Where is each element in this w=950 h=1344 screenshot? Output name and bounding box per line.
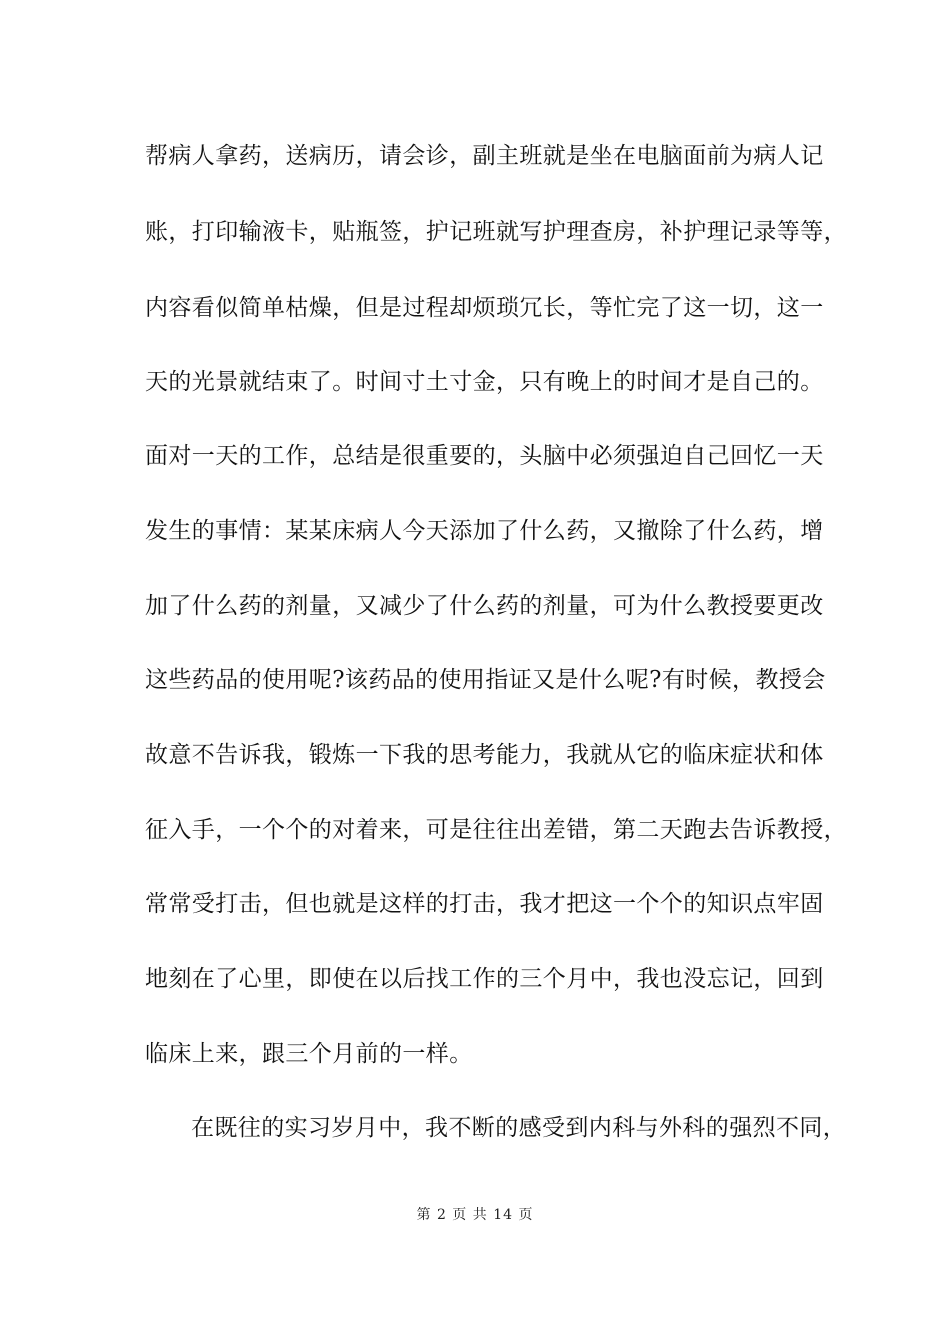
page-number-footer: 第 2 页 共 14 页 xyxy=(416,1207,534,1223)
text-line: 加了什么药的剂量，又减少了什么药的剂量，可为什么教授要更改 xyxy=(145,593,824,619)
text-line: 账，打印输液卡，贴瓶签，护记班就写护理查房，补护理记录等等， xyxy=(145,219,847,245)
text-line: 故意不告诉我，锻炼一下我的思考能力，我就从它的临床症状和体 xyxy=(145,742,824,768)
text-line: 这些药品的使用呢?该药品的使用指证又是什么呢?有时候，教授会 xyxy=(145,667,826,693)
text-line: 地刻在了心里，即使在以后找工作的三个月中，我也没忘记，回到 xyxy=(145,966,824,992)
text-line: 帮病人拿药，送病历，请会诊，副主班就是坐在电脑面前为病人记 xyxy=(145,143,824,169)
text-line: 天的光景就结束了。时间寸土寸金，只有晚上的时间才是自己的。 xyxy=(145,369,824,395)
paragraph-first-line: 在既往的实习岁月中，我不断的感受到内科与外科的强烈不同， xyxy=(191,1115,847,1141)
text-line: 征入手，一个个的对着来，可是往往出差错，第二天跑去告诉教授， xyxy=(145,817,847,843)
text-line: 面对一天的工作，总结是很重要的，头脑中必须强迫自己回忆一天 xyxy=(145,443,824,469)
text-line: 内容看似简单枯燥，但是过程却烦琐冗长，等忙完了这一切，这一 xyxy=(145,295,824,321)
text-line: 发生的事情：某某床病人今天添加了什么药，又撤除了什么药，增 xyxy=(145,518,824,544)
text-line: 临床上来，跟三个月前的一样。 xyxy=(145,1041,473,1067)
text-line: 常常受打击，但也就是这样的打击，我才把这一个个的知识点牢固 xyxy=(145,891,824,917)
